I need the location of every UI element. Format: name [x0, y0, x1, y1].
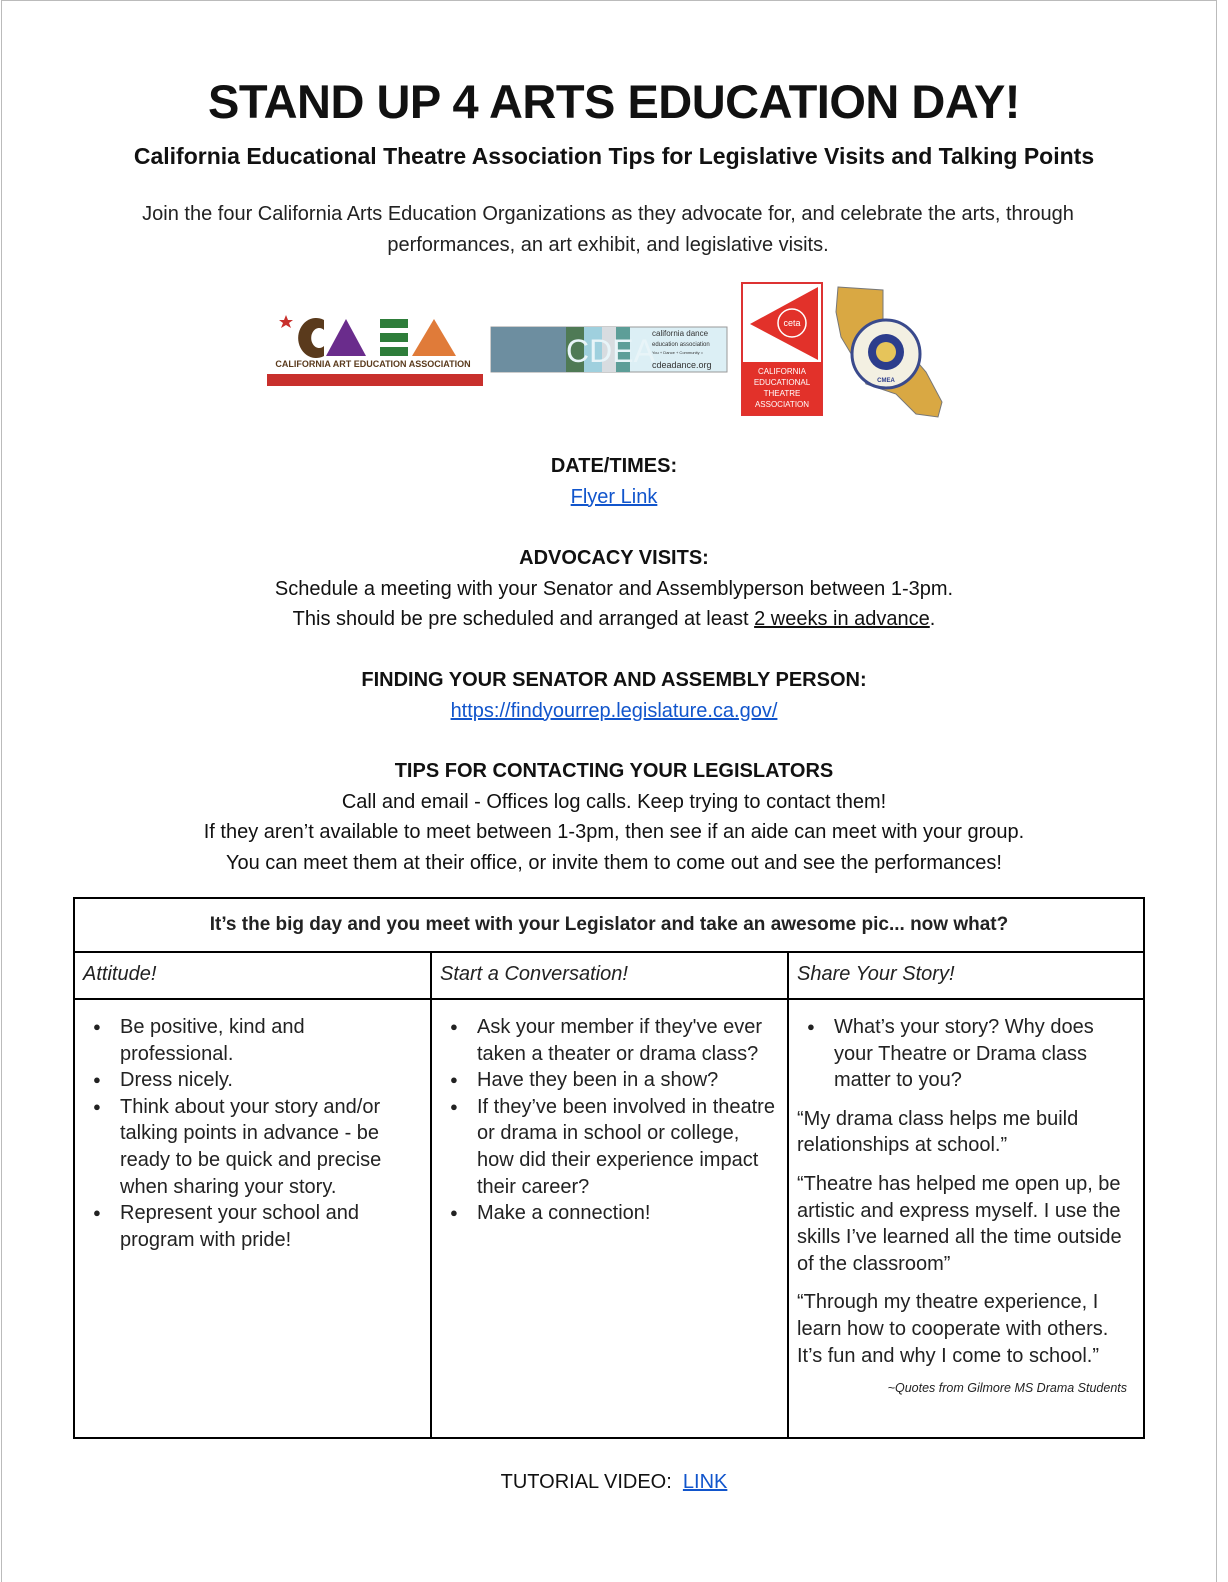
table-header: It’s the big day and you meet with your Legislator and take an awesome pic... now what?: [74, 898, 1144, 952]
list-item: ● Have they been in a show?: [440, 1067, 779, 1094]
date-heading: DATE/TIMES:: [550, 455, 678, 477]
caea-name: CALIFORNIA ART EDUCATION ASSOCIATION: [275, 359, 471, 369]
finding-heading: FINDING YOUR SENATOR AND ASSEMBLY PERSON:: [361, 669, 867, 691]
svg-text:ceta: ceta: [783, 318, 801, 328]
findyourrep-link[interactable]: https://findyourrep.legislature.ca.gov/: [450, 699, 778, 722]
svg-text:You + Dance + Community =: You + Dance + Community =: [652, 350, 704, 355]
legislator-meeting-table: [73, 897, 1145, 1439]
ceta-logo: [742, 283, 822, 415]
advocacy-line-2-end: .: [929, 608, 936, 630]
intro-text: Join the four California Arts Education Organizations as they advocate for, and celebrate the arts, through performances, an art exhibit, and legislative visits.: [142, 203, 1074, 256]
column-header-attitude: Attitude!: [74, 952, 431, 999]
organization-logos: [266, 282, 956, 422]
column-header-story: Share Your Story!: [788, 952, 1144, 999]
tips-line: If they aren’t available to meet between 1-3pm, then see if an aide can meet with your group.: [203, 821, 1025, 843]
tutorial-section: [0, 1467, 1228, 1498]
list-item: ● Make a connection!: [440, 1200, 779, 1227]
student-quote: “Theatre has helped me open up, be artistic and express myself. I use the skills I’ve learned all the time outside of the classroom”: [797, 1172, 1122, 1275]
list-item: ● If they’ve been involved in theatre or drama in school or college, how did their experience impact their career?: [440, 1094, 779, 1200]
advocacy-heading: ADVOCACY VISITS:: [519, 547, 709, 569]
advocacy-line-2-text: This should be pre scheduled and arranged at least: [292, 608, 755, 630]
student-quote: “My drama class helps me build relationships at school.”: [797, 1107, 1079, 1157]
tips-line: You can meet them at their office, or invite them to come out and see the performances!: [226, 851, 1002, 874]
cdea-letters: CDEA: [566, 333, 655, 369]
advocacy-line-2: [0, 604, 1228, 635]
cdea-logo: [491, 327, 727, 372]
date-section: [0, 451, 1228, 512]
list-item: ● Ask your member if they've ever taken a theater or drama class?: [440, 1014, 779, 1067]
logos-row: [266, 282, 956, 422]
svg-text:education association: education association: [652, 342, 710, 348]
cmea-logo: [836, 287, 942, 417]
advocacy-section: [0, 543, 1228, 635]
attitude-cell: [74, 999, 431, 1438]
list-item: ● What’s your story? Why does your Theatre or Drama class matter to you?: [797, 1014, 1135, 1094]
page-subtitle: California Educational Theatre Association Tips for Legislative Visits and Talking Points: [133, 143, 1095, 169]
advocacy-line-1: Schedule a meeting with your Senator and Assemblyperson between 1-3pm.: [274, 577, 954, 600]
svg-text:CALIFORNIA: CALIFORNIA: [757, 367, 807, 376]
svg-text:cdeadance.org: cdeadance.org: [652, 360, 712, 370]
conversation-cell: [431, 999, 788, 1438]
page-title: STAND UP 4 ARTS EDUCATION DAY!: [208, 75, 1020, 128]
svg-text:CMEA: CMEA: [877, 378, 895, 384]
story-cell: [788, 999, 1144, 1438]
tips-section: [0, 756, 1228, 878]
list-item: ● Be positive, kind and professional.: [83, 1014, 422, 1067]
finding-section: [0, 665, 1228, 726]
caea-logo: [267, 315, 483, 386]
svg-text:EDUCATIONAL: EDUCATIONAL: [753, 378, 811, 387]
list-item: ● Dress nicely.: [83, 1067, 422, 1094]
svg-text:THEATRE: THEATRE: [763, 389, 801, 398]
student-quote: “Through my theatre experience, I learn how to cooperate with others. It’s fun and why I come to school.”: [797, 1291, 1109, 1367]
column-header-conversation: Start a Conversation!: [431, 952, 788, 999]
tips-line: Call and email - Offices log calls. Keep trying to contact them!: [341, 790, 887, 813]
tutorial-video-link[interactable]: LINK: [682, 1471, 728, 1493]
tutorial-label: TUTORIAL VIDEO:: [500, 1471, 683, 1493]
quote-attribution: ~Quotes from Gilmore MS Drama Students: [887, 1381, 1127, 1396]
list-item: ● Think about your story and/or talking points in advance - be ready to be quick and precise when sharing your story.: [83, 1094, 422, 1200]
flyer-link[interactable]: Flyer Link: [570, 485, 658, 508]
list-item: ● Represent your school and program with pride!: [83, 1200, 422, 1253]
svg-text:california dance: california dance: [652, 329, 709, 338]
tips-heading: TIPS FOR CONTACTING YOUR LEGISLATORS: [394, 760, 834, 782]
two-weeks-emphasis: 2 weeks in advance: [754, 608, 930, 630]
svg-text:ASSOCIATION: ASSOCIATION: [754, 400, 810, 409]
